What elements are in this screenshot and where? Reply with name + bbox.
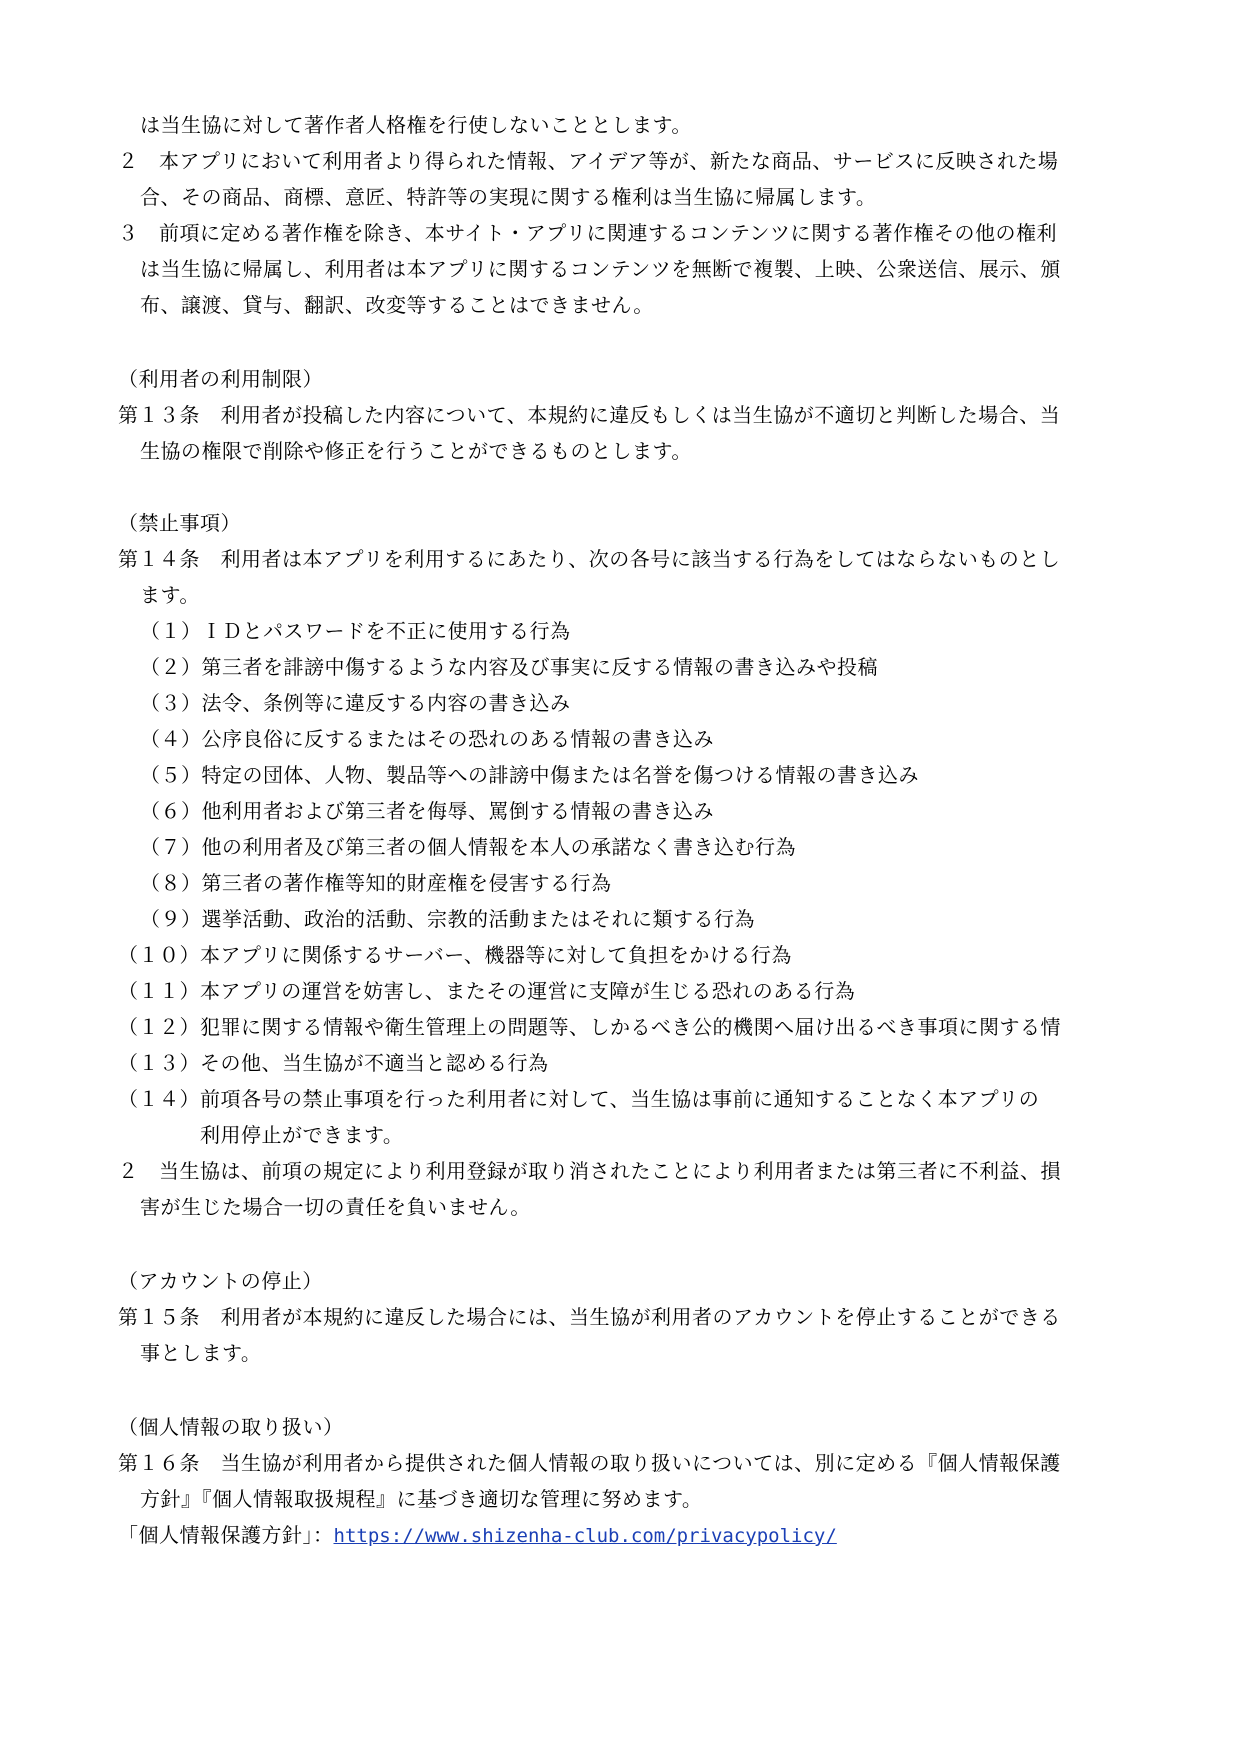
article-15: 第１５条 利用者が本規約に違反した場合には、当生協が利用者のアカウントを停止することができる — [118, 1305, 1061, 1329]
text-line: 布、譲渡、貸与、翻訳、改変等することはできません。 — [140, 293, 654, 317]
article-14: 第１４条 利用者は本アプリを利用するにあたり、次の各号に該当する行為をしてはならないものとし — [118, 547, 1061, 571]
list-item: （９）選挙活動、政治的活動、宗教的活動またはそれに類する行為 — [140, 907, 755, 931]
text-line: 合、その商品、商標、意匠、特許等の実現に関する権利は当生協に帰属します。 — [140, 185, 877, 209]
text-line: 利用停止ができます。 — [200, 1123, 404, 1147]
list-item: （１）ＩＤとパスワードを不正に使用する行為 — [140, 619, 571, 643]
article-16: 第１６条 当生協が利用者から提供された個人情報の取り扱いについては、別に定める『個人情報保護 — [118, 1451, 1061, 1475]
list-item: （１４）前項各号の禁止事項を行った利用者に対して、当生協は事前に通知することなく本アプリの — [118, 1087, 1040, 1111]
list-item: （１１）本アプリの運営を妨害し、またその運営に支障が生じる恐れのある行為 — [118, 979, 856, 1003]
list-item: （７）他の利用者及び第三者の個人情報を本人の承諾なく書き込む行為 — [140, 835, 796, 859]
list-item: （３）法令、条例等に違反する内容の書き込み — [140, 691, 571, 715]
text-line: 生協の権限で削除や修正を行うことができるものとします。 — [140, 439, 692, 463]
privacy-policy-label: 「個人情報保護方針」： — [118, 1523, 334, 1547]
list-item: （１３）その他、当生協が不適当と認める行為 — [118, 1051, 549, 1075]
text-line: ２ 当生協は、前項の規定により利用登録が取り消されたことにより利用者または第三者に不利益、損 — [118, 1159, 1061, 1183]
list-item: （１２）犯罪に関する情報や衛生管理上の問題等、しかるべき公的機関へ届け出るべき事項に関する情 — [118, 1015, 1061, 1039]
text-line: ３ 前項に定める著作権を除き、本サイト・アプリに関連するコンテンツに関する著作権その他の権利 — [118, 221, 1057, 245]
list-item: （８）第三者の著作権等知的財産権を侵害する行為 — [140, 871, 612, 895]
privacy-policy-line — [118, 1522, 837, 1549]
list-item: （２）第三者を誹謗中傷するような内容及び事実に反する情報の書き込みや投稿 — [140, 655, 878, 679]
text-line: ２ 本アプリにおいて利用者より得られた情報、アイデア等が、新たな商品、サービスに反映された場 — [118, 149, 1059, 173]
list-item: （６）他利用者および第三者を侮辱、罵倒する情報の書き込み — [140, 799, 714, 823]
privacy-policy-link[interactable]: https://www.shizenha-club.com/privacypolicy/ — [333, 1525, 837, 1547]
list-item: （１０）本アプリに関係するサーバー、機器等に対して負担をかける行為 — [118, 943, 792, 967]
article-13: 第１３条 利用者が投稿した内容について、本規約に違反もしくは当生協が不適切と判断した場合、当 — [118, 403, 1061, 427]
section-heading: （アカウントの停止） — [118, 1269, 323, 1293]
text-line: 害が生じた場合一切の責任を負いません。 — [140, 1195, 531, 1219]
text-line: 事とします。 — [140, 1341, 262, 1365]
text-line: ます。 — [140, 583, 200, 607]
section-heading: （禁止事項） — [118, 511, 241, 535]
list-item: （５）特定の団体、人物、製品等への誹謗中傷または名誉を傷つける情報の書き込み — [140, 763, 919, 787]
section-heading: （利用者の利用制限） — [118, 367, 323, 391]
text-line: 方針』『個人情報取扱規程』に基づき適切な管理に努めます。 — [140, 1487, 703, 1511]
list-item: （４）公序良俗に反するまたはその恐れのある情報の書き込み — [140, 727, 714, 751]
section-heading: （個人情報の取り扱い） — [118, 1415, 344, 1439]
text-line: は当生協に帰属し、利用者は本アプリに関するコンテンツを無断で複製、上映、公衆送信、展示、頒 — [140, 257, 1061, 281]
text-line: は当生協に対して著作者人格権を行使しないこととします。 — [140, 113, 692, 137]
